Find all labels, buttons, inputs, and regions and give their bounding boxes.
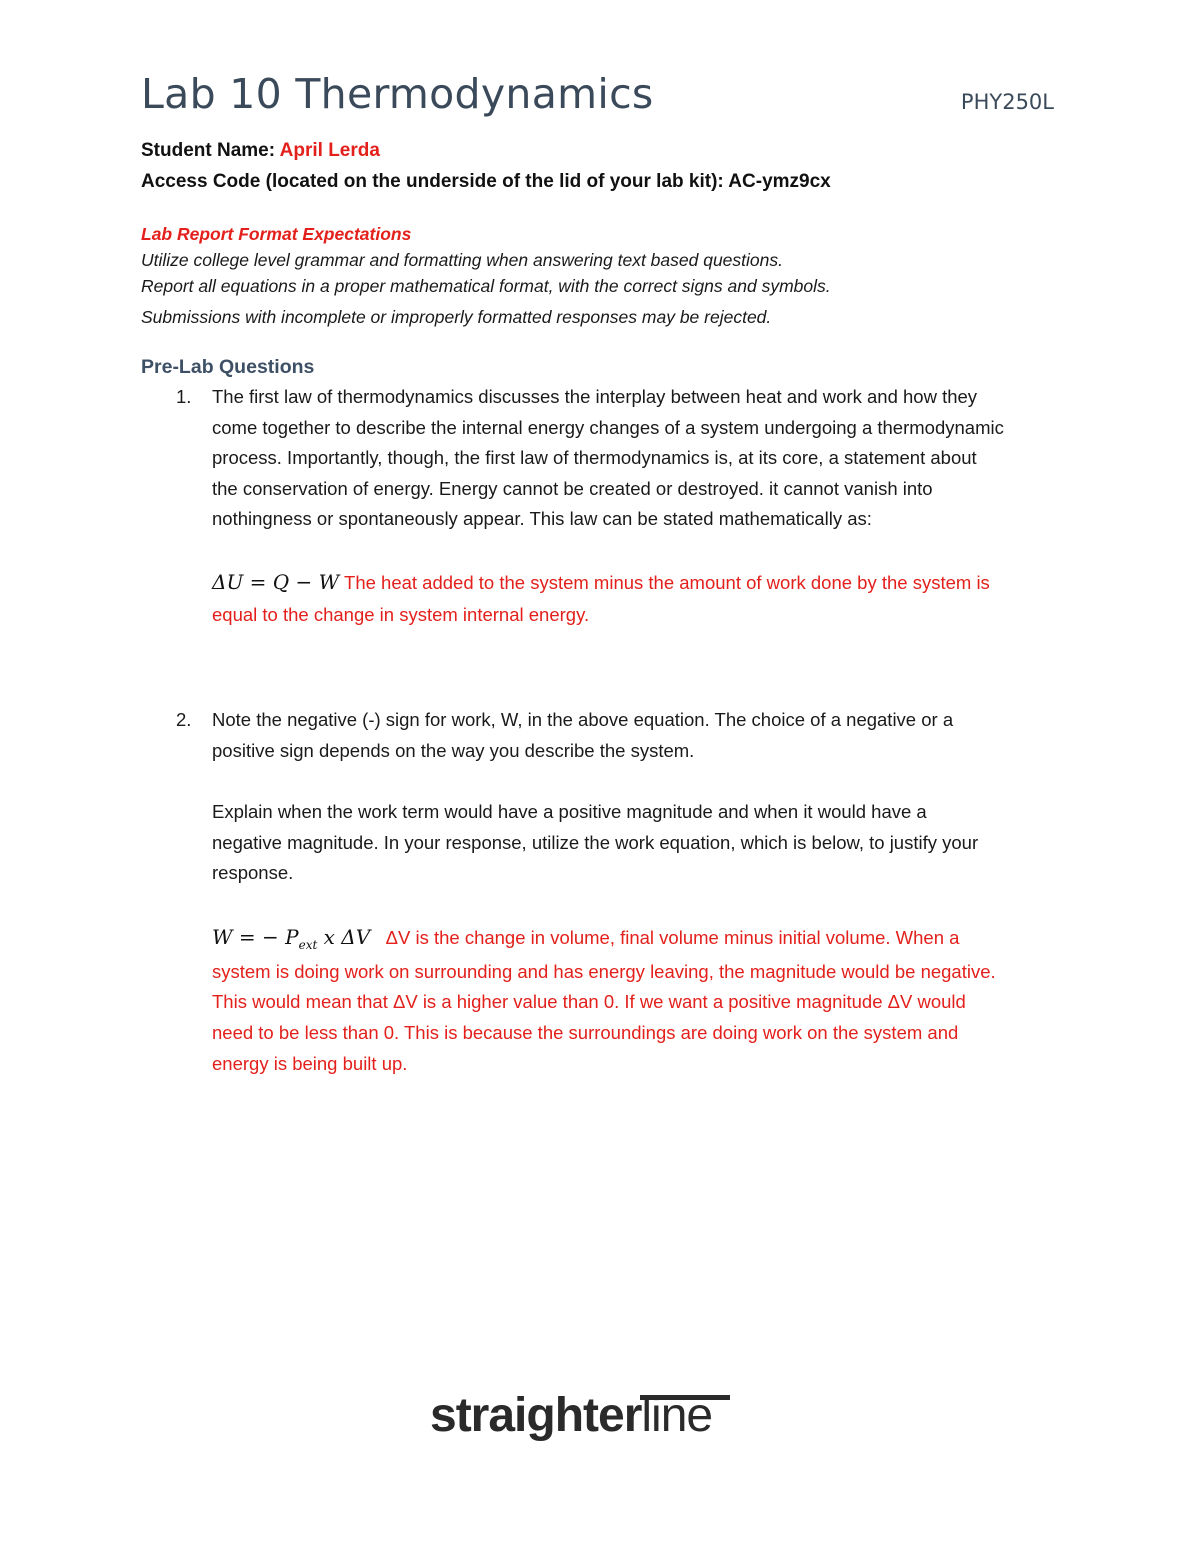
answer-2-line: system is doing work on surrounding and has energy leaving, the magnitude would be negative.: [212, 961, 996, 982]
access-code-line: Access Code (located on the underside of the lid of your lab kit): AC-ymz9cx: [141, 171, 831, 192]
answer-1-line: [212, 570, 990, 594]
student-name-value: April Lerda: [279, 140, 380, 161]
question-2-line: negative magnitude. In your response, utilize the work equation, which is below, to justify your: [212, 832, 979, 853]
question-1-line: The first law of thermodynamics discusses the interplay between heat and work and how they: [212, 386, 978, 407]
answer-2-line: This would mean that ΔV is a higher value than 0. If we want a positive magnitude ΔV would: [212, 991, 966, 1012]
prelab-heading: Pre-Lab Questions: [141, 356, 315, 378]
question-2-line: Explain when the work term would have a positive magnitude and when it would have a: [212, 801, 927, 822]
question-2-line: response.: [212, 862, 294, 883]
expectation-line: Submissions with incomplete or improperly formatted responses may be rejected.: [141, 307, 772, 327]
question-number: 1.: [176, 386, 192, 407]
work-equation: W = − $P_{ext}$ x ΔV: [212, 925, 371, 952]
answer-2-line: [212, 925, 959, 952]
answer-1-text: The heat added to the system minus the amount of work done by the system is: [344, 572, 990, 593]
answer-2-line: need to be less than 0. This is because the surroundings are doing work on the system and: [212, 1022, 959, 1043]
question-2-line: positive sign depends on the way you describe the system.: [212, 740, 695, 761]
first-law-equation: ΔU = Q − W: [212, 570, 340, 594]
question-2-line: Note the negative (-) sign for work, W, in the above equation. The choice of a negative or a: [212, 709, 954, 730]
question-1-line: process. Importantly, though, the first law of thermodynamics is, at its core, a statement about: [212, 447, 977, 468]
answer-1-line: equal to the change in system internal energy.: [212, 604, 590, 625]
straighterline-logo: straighterline: [430, 1389, 713, 1442]
answer-2-line: energy is being built up.: [212, 1053, 408, 1074]
question-1-line: nothingness or spontaneously appear. This law can be stated mathematically as:: [212, 508, 872, 529]
expectation-line: Report all equations in a proper mathematical format, with the correct signs and symbols.: [141, 276, 831, 296]
expectations-heading: Lab Report Format Expectations: [141, 224, 412, 244]
student-name-line: [141, 140, 380, 162]
question-1-line: the conservation of energy. Energy cannot be created or destroyed. it cannot vanish into: [212, 478, 933, 499]
course-code: PHY250L: [960, 90, 1054, 114]
page-title: Lab 10 Thermodynamics: [141, 70, 654, 118]
question-number: 2.: [176, 709, 192, 730]
answer-2-text: ΔV is the change in volume, final volume minus initial volume. When a: [385, 927, 960, 948]
student-name-label: Student Name:: [141, 140, 280, 161]
question-1-line: come together to describe the internal energy changes of a system undergoing a thermodynamic: [212, 417, 1004, 438]
expectation-line: Utilize college level grammar and formatting when answering text based questions.: [141, 250, 783, 270]
